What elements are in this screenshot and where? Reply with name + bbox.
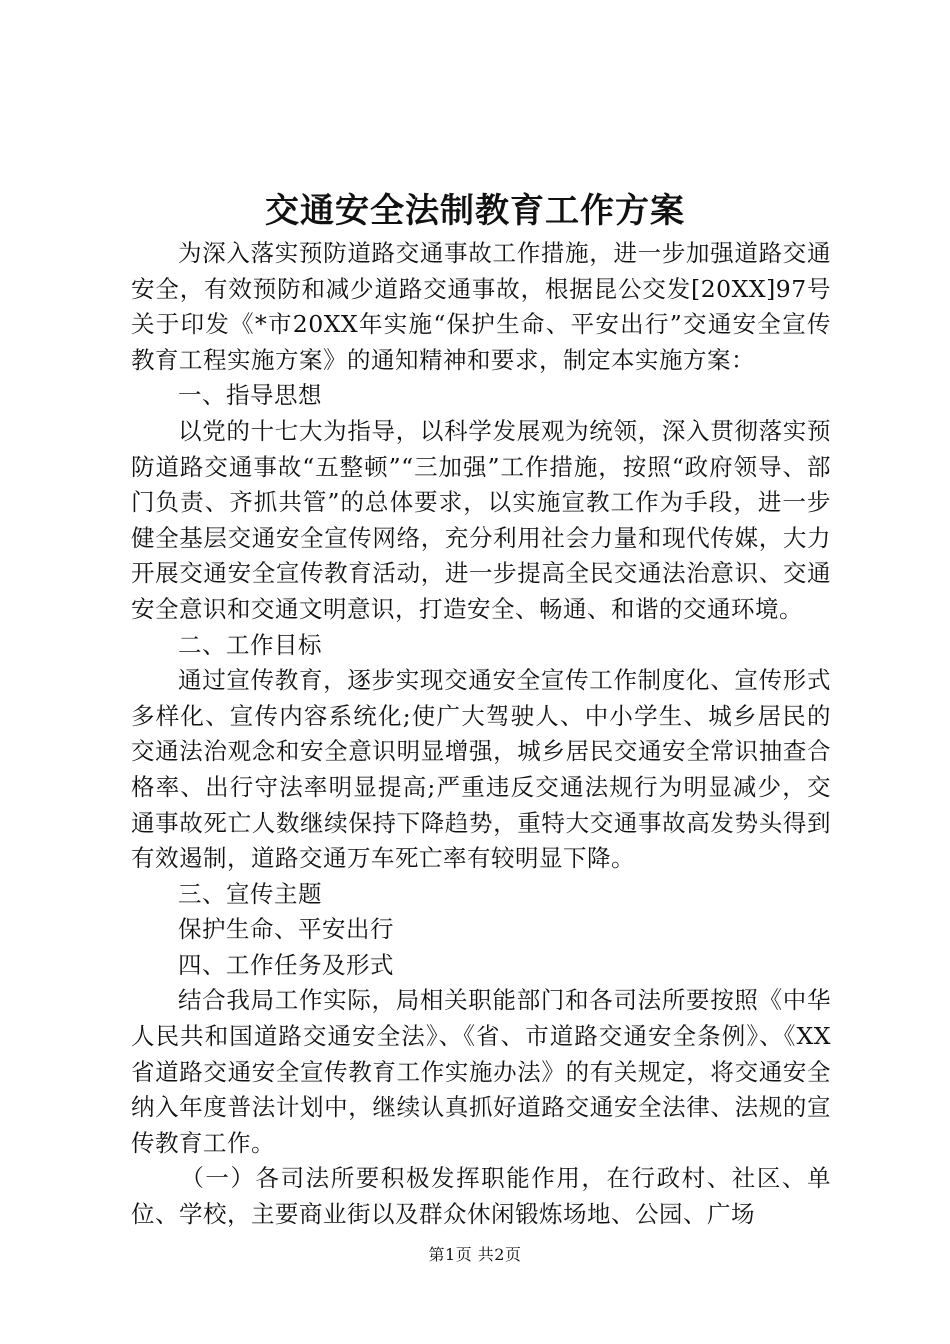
task-item-1-paragraph: （一）各司法所要积极发挥职能作用，在行政村、社区、单位、学校，主要商业街以及群众休闲锻炼场地、公园、广场 [131,1164,831,1229]
tasks-paragraph: 结合我局工作实际，局相关职能部门和各司法所要按照《中华人民共和国道路交通安全法》、《省、市道路交通安全条例》、《XX省道路交通安全宣传教育工作实施办法》的有关规定，将交通安全纳入年度普法计划中，继续认真抓好道路交通安全法律、法规的宣传教育工作。 [131,986,831,1157]
guiding-ideology-paragraph: 以党的十七大为指导，以科学发展观为统领，深入贯彻落实预防道路交通事故“五整顿”“三加强”工作措施，按照“政府领导、部门负责、齐抓共管”的总体要求，以实施宣教工作为手段，进一步健全基层交通安全宣传网络，充分利用社会力量和现代传媒，大力开展交通安全宣传教育活动，进一步提高全民交通法治意识、交通安全意识和交通文明意识，打造安全、畅通、和谐的交通环境。 [131,416,831,623]
work-goals-paragraph: 通过宣传教育，逐步实现交通安全宣传工作制度化、宣传形式多样化、宣传内容系统化;使广大驾驶人、中小学生、城乡居民的交通法治观念和安全意识明显增强，城乡居民交通安全常识抽查合格率、出行守法率明显提高;严重违反交通法规行为明显减少，交通事故死亡人数继续保持下降趋势，重特大交通事故高发势头得到有效遏制，道路交通万车死亡率有较明显下降。 [131,666,831,873]
intro-paragraph: 为深入落实预防道路交通事故工作措施，进一步加强道路交通安全，有效预防和减少道路交通事故，根据昆公交发[20XX]97号关于印发《*市20XX年实施“保护生命、平安出行”交通安全宣传教育工程实施方案》的通知精神和要求，制定本实施方案： [131,239,831,374]
theme-paragraph: 保护生命、平安出行 [178,915,394,944]
section-heading-work-goals: 二、工作目标 [178,630,322,659]
document-body [131,236,831,1233]
page-footer: 第1页 共2页 [428,1245,522,1264]
section-heading-tasks: 四、工作任务及形式 [178,950,394,979]
document-title: 交通安全法制教育工作方案 [265,191,685,231]
section-heading-guiding-ideology: 一、指导思想 [178,381,322,410]
section-heading-theme: 三、宣传主题 [178,879,322,908]
